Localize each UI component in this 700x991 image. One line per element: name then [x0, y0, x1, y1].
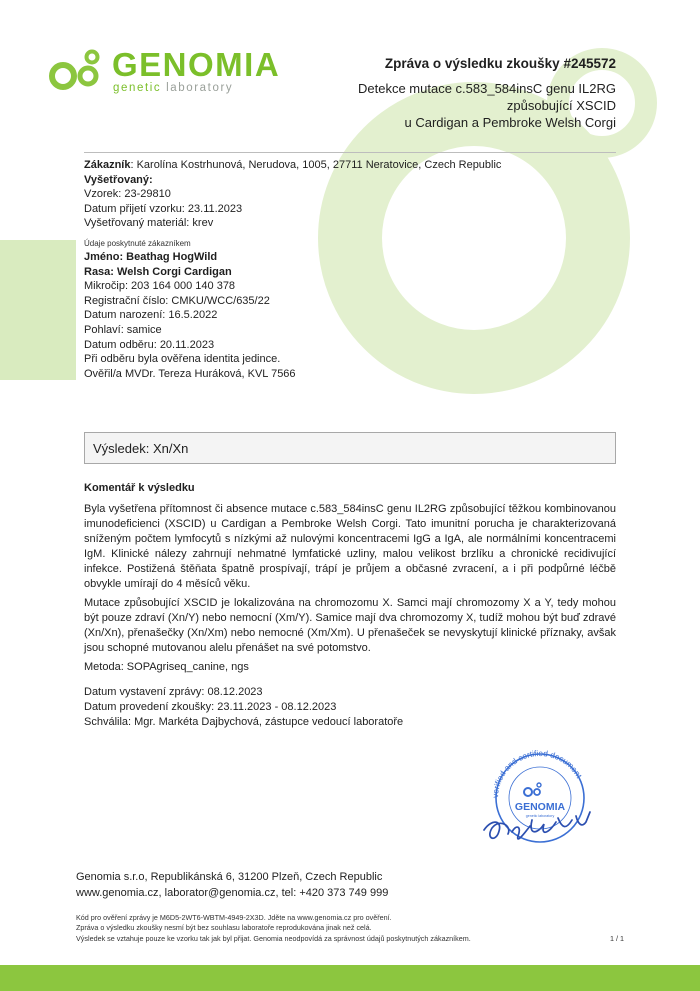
verified-by-line: Ověřil/a MVDr. Tereza Huráková, KVL 7566	[84, 367, 296, 380]
animal-birth-date: Datum narození: 16.5.2022	[84, 309, 218, 322]
liability-note: Výsledek se vztahuje pouze ke vzorku tak jak byl přijat. Genomia neodpovídá za správnost údajů poskytnutých zákazníkem.	[76, 933, 471, 943]
sample-material-line: Vyšetřovaný materiál: krev	[84, 217, 214, 230]
animal-name: Jméno: Beathag HogWild	[84, 251, 218, 263]
footer-notes	[76, 913, 471, 944]
animal-block	[84, 238, 296, 381]
stamp-brand: GENOMIA	[514, 801, 566, 813]
test-period: Datum provedení zkoušky: 23.11.2023 - 08.12.2023	[84, 701, 337, 713]
certification-stamp	[478, 748, 618, 848]
reproduction-note: Zpráva o výsledku zkoušky nesmí být bez souhlasu laboratoře reprodukována jinak než celá.	[76, 923, 372, 933]
animal-sampling-date: Datum odběru: 20.11.2023	[84, 338, 215, 351]
result-text: Výsledek: Xn/Xn	[93, 441, 189, 456]
animal-caption: Údaje poskytnuté zákazníkem	[84, 239, 191, 248]
customer-line	[84, 158, 501, 173]
method-line: Metoda: SOPAgriseq_canine, ngs	[84, 661, 249, 673]
animal-breed: Rasa: Welsh Corgi Cardigan	[84, 265, 232, 278]
background-side-band	[0, 240, 76, 380]
customer-label: Zákazník	[84, 159, 131, 171]
logo-circles-icon	[48, 46, 110, 96]
report-subtitle-line-2: způsobující XSCID	[506, 98, 616, 113]
comment-paragraph-1: Byla vyšetřena přítomnost či absence mutace c.583_584insC genu IL2RG způsobující těžkou kombinovanou imunodeficienci (XSCID) u Cardigan a Pembroke Welsh Corgi. Tato imunitní porucha je charakterizovaná sníženým počtem lymfocytů s nízkými až nulovými koncentracemi IgG a IgA, ale normálními koncentracemi IgM. Klinické nálezy zahrnují nehmatné lymfatické uzliny, malou velikost brzlíku a chronické recidivující infekce. Postižená štěňata špatně prospívají, trápí je průjem a občasné zvracení, a i při podpůrné léčbě obvykle umírají do 4 měsíců věku.	[84, 503, 616, 590]
report-title: Zpráva o výsledku zkoušky #245572	[384, 56, 616, 71]
comment-paragraph-2: Mutace způsobující XSCID je lokalizována na chromozomu X. Samci mají chromozomy X a Y, tedy mohou být pouze zdraví (Xn/Y) nebo nemocní (Xm/Y). Samice mají dva chromozomy X, tudíž mohou být buď zdravé (Xn/Xn), přenašečky (Xn/Xm) nebo nemocné (Xm/Xm). U přenašeček se nevyskytují klinické příznaky, avšak jsou schopné mutovanou alelu přenášet na své potomstvo.	[84, 597, 616, 654]
stamp-ring-text: verified and certified document	[490, 748, 584, 799]
comment-heading: Komentář k výsledku	[84, 482, 195, 494]
stamp-logo-icon	[524, 783, 541, 796]
animal-registration: Registrační číslo: CMKU/WCC/635/22	[84, 294, 270, 307]
logo-wordmark: GENOMIA	[112, 46, 281, 83]
bottom-accent-bar	[0, 965, 700, 991]
report-subtitle-line-3: u Cardigan a Pembroke Welsh Corgi	[404, 115, 616, 130]
report-issue-date: Datum vystavení zprávy: 08.12.2023	[84, 686, 263, 698]
logo-tagline	[113, 82, 233, 94]
identity-verified-line: Při odběru byla ověřena identita jedince.	[84, 353, 281, 366]
customer-block	[84, 158, 501, 231]
report-subtitle-line-1: Detekce mutace c.583_584insC genu IL2RG	[358, 81, 616, 96]
result-box	[84, 432, 616, 464]
examined-label: Vyšetřovaný:	[84, 173, 153, 186]
sample-received-line: Datum přijetí vzorku: 23.11.2023	[84, 202, 243, 215]
logo-tagline-right: laboratory	[166, 82, 234, 94]
sample-line: Vzorek: 23-29810	[84, 188, 171, 201]
verification-code-line: Kód pro ověření zprávy je M6D5-2WT6-WBTM-4949-2X3D. Jděte na www.genomia.cz pro ověření.	[76, 913, 392, 922]
footer-address-line: Genomia s.r.o, Republikánská 6, 31200 Plzeň, Czech Republic	[76, 871, 383, 883]
animal-sex: Pohlaví: samice	[84, 323, 162, 336]
customer-value: : Karolína Kostrhunová, Nerudova, 1005, 27711 Neratovice, Czech Republic	[130, 159, 502, 171]
logo-tagline-left: genetic	[113, 82, 162, 94]
animal-microchip: Mikročip: 203 164 000 140 378	[84, 280, 236, 293]
page-number: 1 / 1	[610, 934, 624, 943]
stamp-sub: genetic laboratory	[525, 814, 555, 818]
footer-address	[76, 870, 388, 901]
footer-contact-line: www.genomia.cz, laborator@genomia.cz, tel: +420 373 749 999	[76, 886, 389, 899]
header-divider	[84, 152, 616, 153]
report-details	[84, 685, 403, 730]
approved-by: Schválila: Mgr. Markéta Dajbychová, zástupce vedoucí laboratoře	[84, 716, 404, 728]
